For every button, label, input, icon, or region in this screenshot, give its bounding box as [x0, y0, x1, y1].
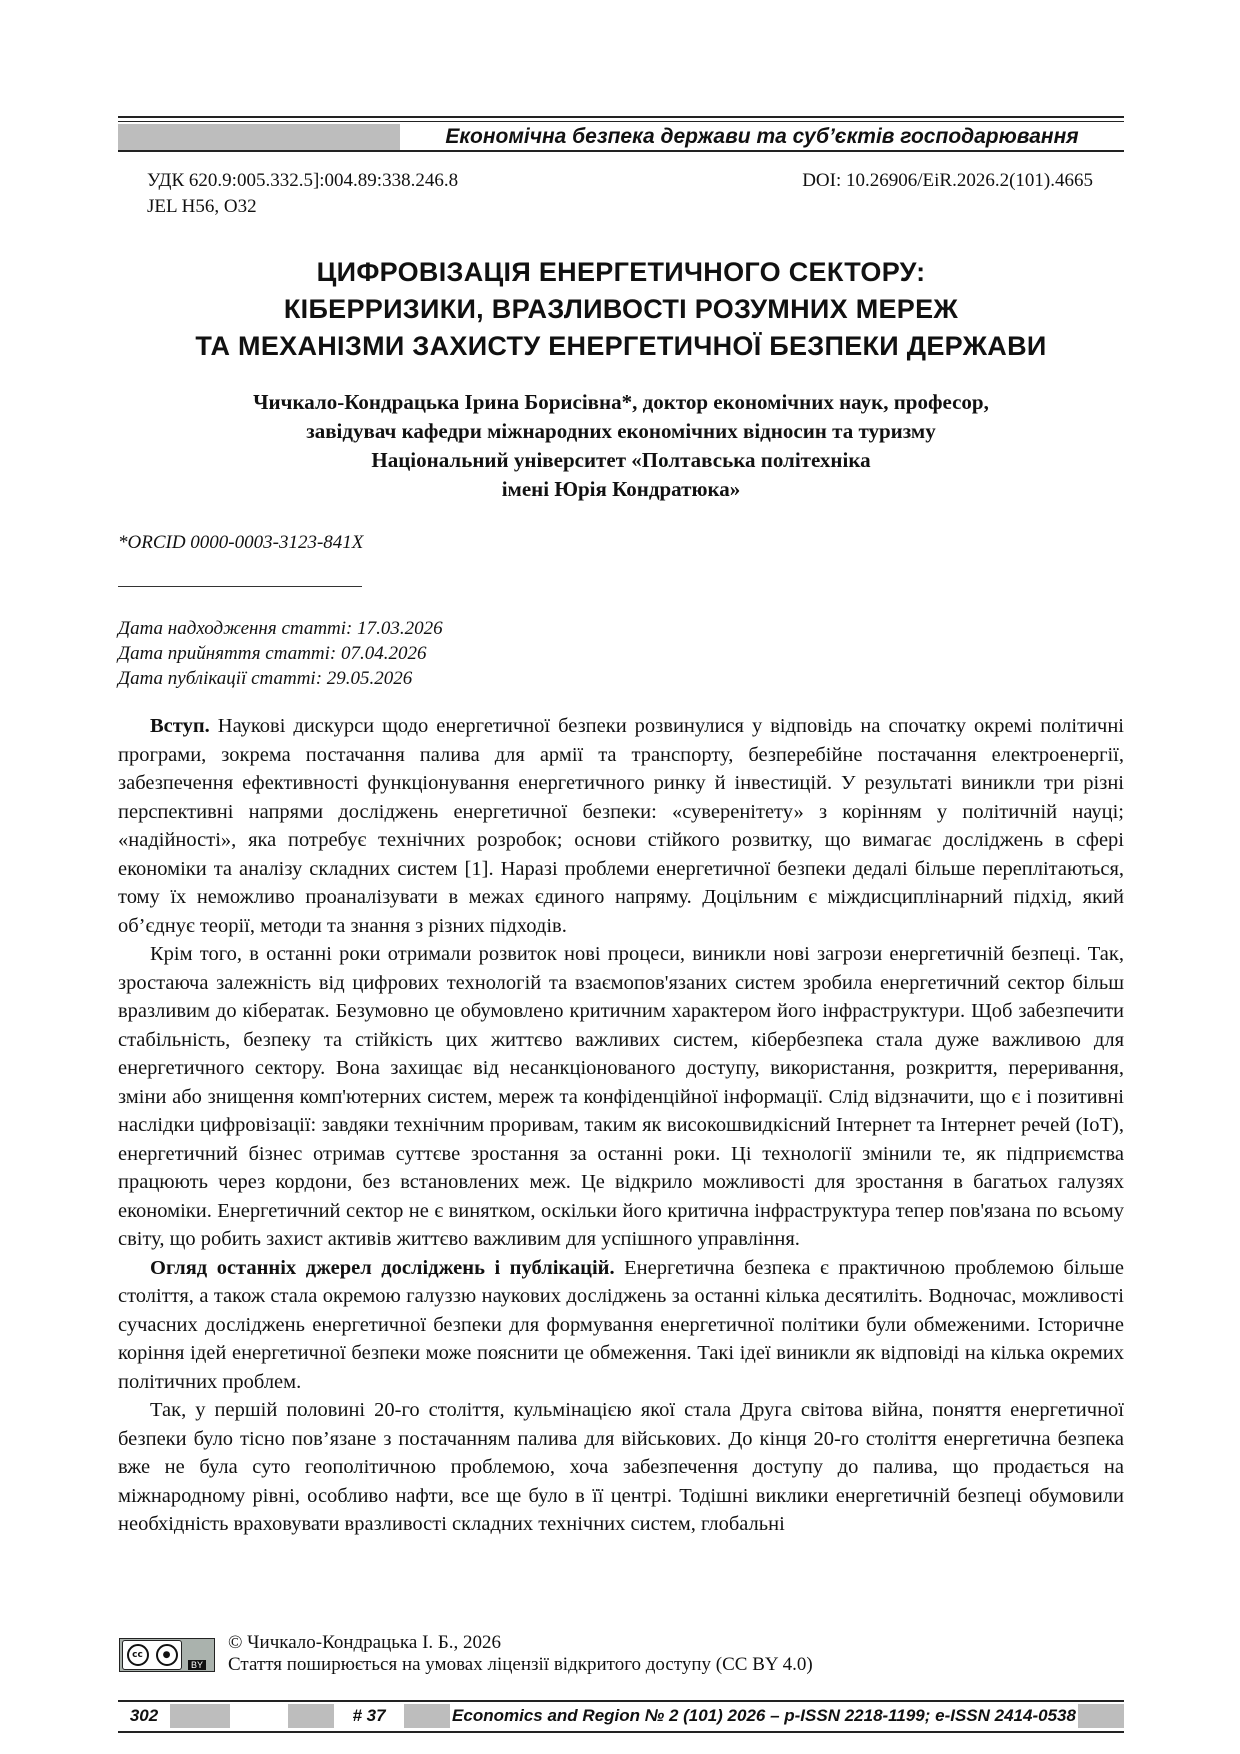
date-received: Дата надходження статті: 17.03.2026 — [118, 618, 443, 639]
attribution-person-icon: ● — [156, 1644, 178, 1666]
section-title: Економічна безпека держави та суб’єктів господарювання — [445, 125, 1079, 148]
jel-code: JEL H56, O32 — [147, 196, 257, 217]
section-lead: Вступ. — [150, 715, 210, 737]
cc-logo — [122, 1640, 182, 1670]
article-dates — [118, 616, 443, 691]
author-line: завідувач кафедри міжнародних економічних відносин та туризму — [306, 419, 936, 443]
copyright: © Чичкало-Кондрацька І. Б., 2026 — [228, 1632, 502, 1653]
footer-top-rule — [118, 1700, 1124, 1702]
title-line: КІБЕРРИЗИКИ, ВРАЗЛИВОСТІ РОЗУМНИХ МЕРЕЖ — [283, 294, 959, 324]
cc-by-badge[interactable] — [119, 1638, 215, 1672]
page-number: 302 — [129, 1706, 159, 1725]
paragraph: Вступ. Наукові дискурси щодо енергетичної безпеки розвинулися у відповідь на спочатку окремі політичні програми, зокрема постачання палива для армії та транспорту, безперебійне постачання електроенергії, забезпечення ефективності функціонування енергетичного ринку й інвестицій. У результаті виникли три різні перспективні напрями досліджень енергетичної безпеки: «суверенітету» з корінням у політичній науці; «надійності», яка потребує технічних розробок; основи стійкого розвитку, що вимагає досліджень в сфері економіки та аналізу складних систем [1]. Наразі проблеми енергетичної безпеки дедалі більше переплітаються, тому їх неможливо проаналізувати в межах єдиного напряму. Доцільним є міждисциплінарний підхід, який об’єднує теорії, методи та знання з різних підходів. — [118, 715, 1124, 937]
footer-grey-bar — [1078, 1704, 1124, 1728]
paragraph: Так, у першій половині 20-го століття, кульмінацією якої стала Друга світова війна, поняття енергетичної безпеки було тісно пов’язане з постачанням палива для військових. До кінця 20-го століття енергетична безпека вже не була суто геополітичною проблемою, хоча забезпечення доступу до палива, що продається на міжнародному рівні, особливо нафти, все ще було в її центрі. Тодішні виклики енергетичній безпеці обумовили необхідність враховувати вразливості складних технічних систем, глобальні — [118, 1399, 1124, 1535]
author-block — [118, 388, 1124, 504]
article-body — [118, 712, 1124, 1539]
header-rule — [118, 116, 1124, 122]
cc-icon: cc — [127, 1644, 149, 1666]
running-footer — [118, 1704, 1124, 1728]
section-lead: Огляд останніх джерел досліджень і публікацій. — [150, 1256, 615, 1279]
date-published: Дата публікації статті: 29.05.2026 — [118, 668, 413, 689]
orcid[interactable]: *ORCID 0000-0003-3123-841X — [118, 532, 364, 553]
running-header — [118, 124, 1124, 150]
author-line: Національний університет «Полтавська політехніка — [371, 448, 871, 472]
paragraph: Огляд останніх джерел досліджень і публікацій. Енергетична безпека є практичною проблемою більше століття, а також стала окремою галуззю наукових досліджень за останні кілька десятиліть. Водночас, можливості сучасних досліджень енергетичної безпеки для формування енергетичної політики були обмеженими. Історичне коріння ідей енергетичної безпеки може пояснити це обмеження. Такі ідеї виникли як відповіді на кілька окремих політичних проблем. — [118, 1256, 1124, 1393]
issue-number: # 37 — [352, 1706, 386, 1725]
header-bottom-rule — [118, 150, 1124, 152]
license-text: Стаття поширюється на умовах ліцензії відкритого доступу (CC BY 4.0) — [228, 1654, 813, 1675]
license-block — [228, 1632, 813, 1676]
udc-code: УДК 620.9:005.332.5]:004.89:338.246.8 — [147, 170, 459, 191]
paragraph: Крім того, в останні роки отримали розвиток нові процеси, виникли нові загрози енергетичній безпеці. Так, зростаюча залежність від цифрових технологій та взаємопов'язаних систем зробила енергетичний сектор більш вразливим до кібератак. Безумовно це обумовлено критичним характером його інфраструктури. Щоб забезпечити стабільність, безпеку та стійкість цих життєво важливих систем, кібербезпека стала дуже важливою для енергетичного сектору. Вона захищає від несанкціонованого доступу, використання, розкриття, переривання, зміни або знищення комп'ютерних систем, мереж та конфіденційної інформації. Слід відзначити, що є і позитивні наслідки цифровізації: завдяки технічним проривам, таким як високошвидкісний Інтернет та Інтернет речей (IoT), енергетичний бізнес отримав суттєве зростання за останні роки. Ці технології змінили те, як підприємства працюють через кордони, без встановлених меж. Це відкрило можливості для зростання в багатьох галузях економіки. Енергетичний сектор не є винятком, оскільки його критична інфраструктура тепер пов'язана по всьому світу, що робить захист активів життєво важливим для успішного управління. — [118, 943, 1124, 1250]
title-line: ЦИФРОВІЗАЦІЯ ЕНЕРГЕТИЧНОГО СЕКТОРУ: — [316, 257, 926, 287]
header-grey-bar — [118, 124, 400, 150]
journal-info: Economics and Region № 2 (101) 2026 – p-ISSN 2218-1199; e-ISSN 2414-0538 — [452, 1706, 1076, 1725]
author-line: імені Юрія Кондратюка» — [501, 477, 741, 501]
author-line: Чичкало-Кондрацька Ірина Борисівна*, доктор економічних наук, професор, — [253, 390, 989, 414]
article-title — [118, 254, 1124, 365]
footer-grey-bar — [170, 1704, 230, 1728]
by-label: BY — [188, 1660, 206, 1670]
separator-line — [118, 586, 362, 587]
footer-grey-bar — [288, 1704, 334, 1728]
doi[interactable]: DOI: 10.26906/EiR.2026.2(101).4665 — [802, 170, 1093, 191]
title-line: ТА МЕХАНІЗМИ ЗАХИСТУ ЕНЕРГЕТИЧНОЇ БЕЗПЕКИ ДЕРЖАВИ — [195, 331, 1047, 361]
date-accepted: Дата прийняття статті: 07.04.2026 — [118, 643, 427, 664]
footer-bottom-rule — [118, 1731, 1124, 1733]
footer-grey-bar — [404, 1704, 450, 1728]
